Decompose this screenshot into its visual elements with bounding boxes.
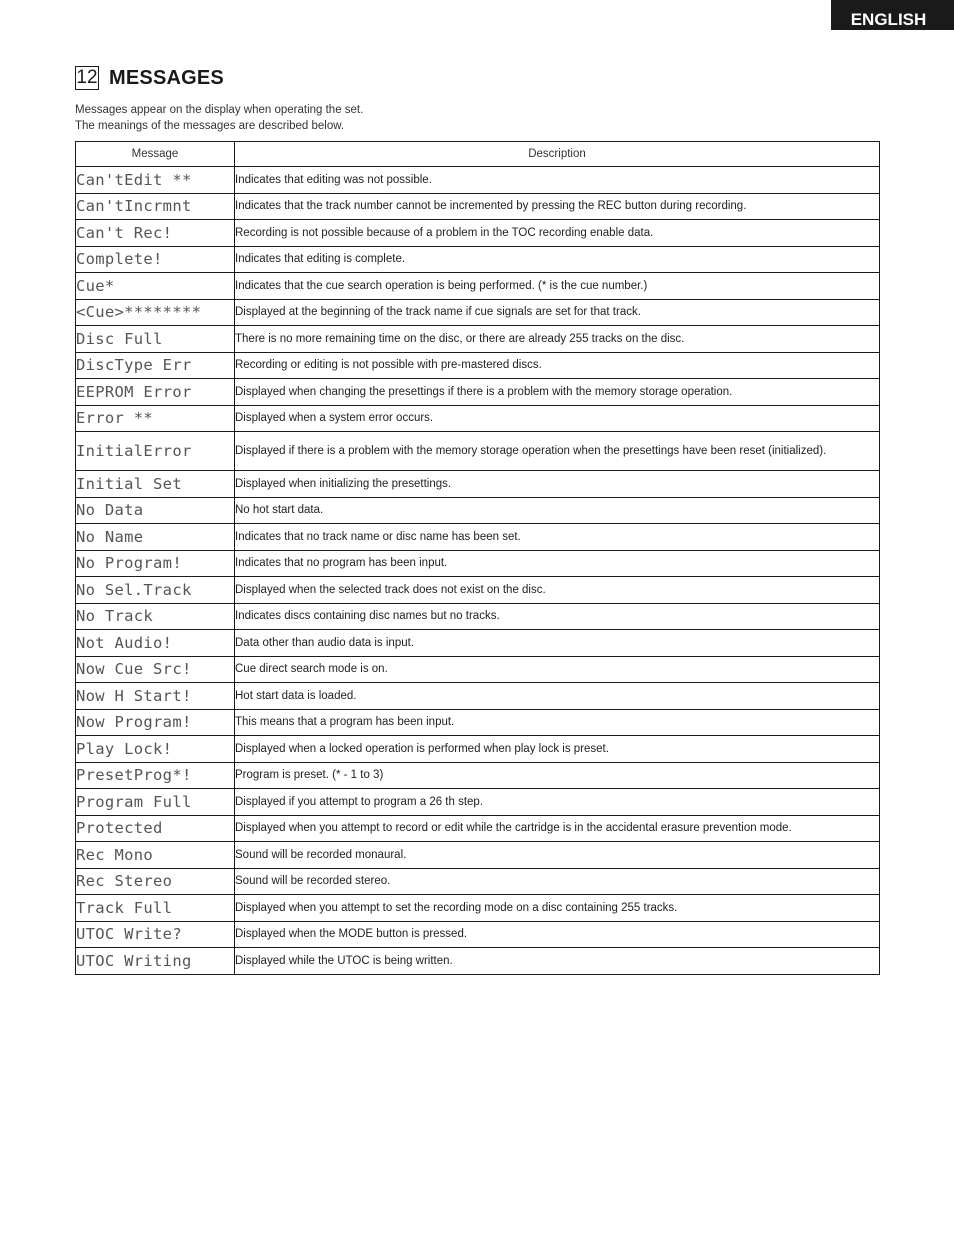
description-cell: Displayed when you attempt to set the recording mode on a disc containing 255 tracks. (235, 895, 880, 922)
description-cell: Displayed if you attempt to program a 26 th step. (235, 789, 880, 816)
table-row (76, 524, 880, 551)
description-cell: Indicates that no track name or disc name has been set. (235, 524, 880, 551)
message-cell: Now Program! (76, 709, 235, 736)
description-cell: Displayed when you attempt to record or edit while the cartridge is in the accidental erasure prevention mode. (235, 815, 880, 842)
message-cell: InitialError (76, 432, 235, 471)
table-row (76, 352, 880, 379)
table-row (76, 432, 880, 471)
table-header-row (76, 142, 880, 167)
language-tab (831, 0, 954, 30)
description-cell: Program is preset. (* - 1 to 3) (235, 762, 880, 789)
description-cell: Recording or editing is not possible with pre-mastered discs. (235, 352, 880, 379)
message-cell: Can't Rec! (76, 220, 235, 247)
message-cell: Can'tEdit ** (76, 167, 235, 194)
table-row (76, 736, 880, 763)
message-cell: Can'tIncrmnt (76, 193, 235, 220)
table-row (76, 246, 880, 273)
description-cell: Indicates discs containing disc names but no tracks. (235, 603, 880, 630)
intro-text (75, 102, 363, 134)
table-row (76, 193, 880, 220)
message-cell: Disc Full (76, 326, 235, 353)
description-cell: Indicates that the track number cannot be incremented by pressing the REC button during recording. (235, 193, 880, 220)
table-row (76, 683, 880, 710)
table-row (76, 577, 880, 604)
table-row (76, 273, 880, 300)
table-row (76, 709, 880, 736)
message-cell: No Sel.Track (76, 577, 235, 604)
description-cell: Displayed at the beginning of the track name if cue signals are set for that track. (235, 299, 880, 326)
description-cell: Displayed while the UTOC is being written. (235, 948, 880, 975)
description-cell: Recording is not possible because of a problem in the TOC recording enable data. (235, 220, 880, 247)
message-cell: UTOC Writing (76, 948, 235, 975)
table-row (76, 405, 880, 432)
description-cell: Displayed when the MODE button is pressed. (235, 921, 880, 948)
table-row (76, 895, 880, 922)
description-cell: Indicates that editing was not possible. (235, 167, 880, 194)
message-cell: EEPROM Error (76, 379, 235, 406)
description-cell: No hot start data. (235, 497, 880, 524)
table-row (76, 167, 880, 194)
description-cell: There is no more remaining time on the disc, or there are already 255 tracks on the disc. (235, 326, 880, 353)
table-row (76, 921, 880, 948)
language-label: ENGLISH (850, 10, 927, 29)
table-row (76, 842, 880, 869)
intro-line-2: The meanings of the messages are described below. (75, 120, 345, 132)
description-cell: Cue direct search mode is on. (235, 656, 880, 683)
message-cell: PresetProg*! (76, 762, 235, 789)
message-cell: Not Audio! (76, 630, 235, 657)
table-row (76, 656, 880, 683)
table-row (76, 815, 880, 842)
section-heading (75, 66, 224, 90)
section-number: 12 (76, 67, 98, 88)
description-cell: Indicates that the cue search operation is being performed. (* is the cue number.) (235, 273, 880, 300)
message-cell: Initial Set (76, 471, 235, 498)
table-row (76, 220, 880, 247)
message-cell: No Track (76, 603, 235, 630)
message-cell: <Cue>******** (76, 299, 235, 326)
message-cell: Program Full (76, 789, 235, 816)
table-row (76, 497, 880, 524)
message-cell: No Name (76, 524, 235, 551)
description-cell: This means that a program has been input. (235, 709, 880, 736)
message-cell: UTOC Write? (76, 921, 235, 948)
description-cell: Displayed if there is a problem with the memory storage operation when the presettings have been reset (initialized). (235, 432, 880, 471)
description-cell: Displayed when changing the presettings if there is a problem with the memory storage operation. (235, 379, 880, 406)
column-header-message: Message (76, 142, 235, 167)
table-row (76, 789, 880, 816)
intro-line-1: Messages appear on the display when operating the set. (75, 104, 364, 116)
description-cell: Sound will be recorded stereo. (235, 868, 880, 895)
table-row (76, 299, 880, 326)
table-row (76, 948, 880, 975)
description-cell: Indicates that no program has been input. (235, 550, 880, 577)
message-cell: No Data (76, 497, 235, 524)
message-cell: DiscType Err (76, 352, 235, 379)
message-cell: Play Lock! (76, 736, 235, 763)
message-cell: Now H Start! (76, 683, 235, 710)
message-cell: Track Full (76, 895, 235, 922)
message-cell: Rec Mono (76, 842, 235, 869)
table-row (76, 379, 880, 406)
description-cell: Sound will be recorded monaural. (235, 842, 880, 869)
table-row (76, 762, 880, 789)
table-row (76, 868, 880, 895)
description-cell: Displayed when a locked operation is performed when play lock is preset. (235, 736, 880, 763)
section-title: MESSAGES (109, 66, 224, 89)
description-cell: Displayed when initializing the presettings. (235, 471, 880, 498)
message-cell: Rec Stereo (76, 868, 235, 895)
description-cell: Hot start data is loaded. (235, 683, 880, 710)
description-cell: Indicates that editing is complete. (235, 246, 880, 273)
message-cell: Complete! (76, 246, 235, 273)
table-row (76, 550, 880, 577)
table-row (76, 603, 880, 630)
message-cell: Cue* (76, 273, 235, 300)
message-cell: Protected (76, 815, 235, 842)
message-cell: Now Cue Src! (76, 656, 235, 683)
description-cell: Displayed when a system error occurs. (235, 405, 880, 432)
messages-table (75, 141, 880, 975)
column-header-description: Description (235, 142, 880, 167)
message-cell: Error ** (76, 405, 235, 432)
table-row (76, 630, 880, 657)
description-cell: Data other than audio data is input. (235, 630, 880, 657)
table-row (76, 326, 880, 353)
description-cell: Displayed when the selected track does not exist on the disc. (235, 577, 880, 604)
table-row (76, 471, 880, 498)
message-cell: No Program! (76, 550, 235, 577)
